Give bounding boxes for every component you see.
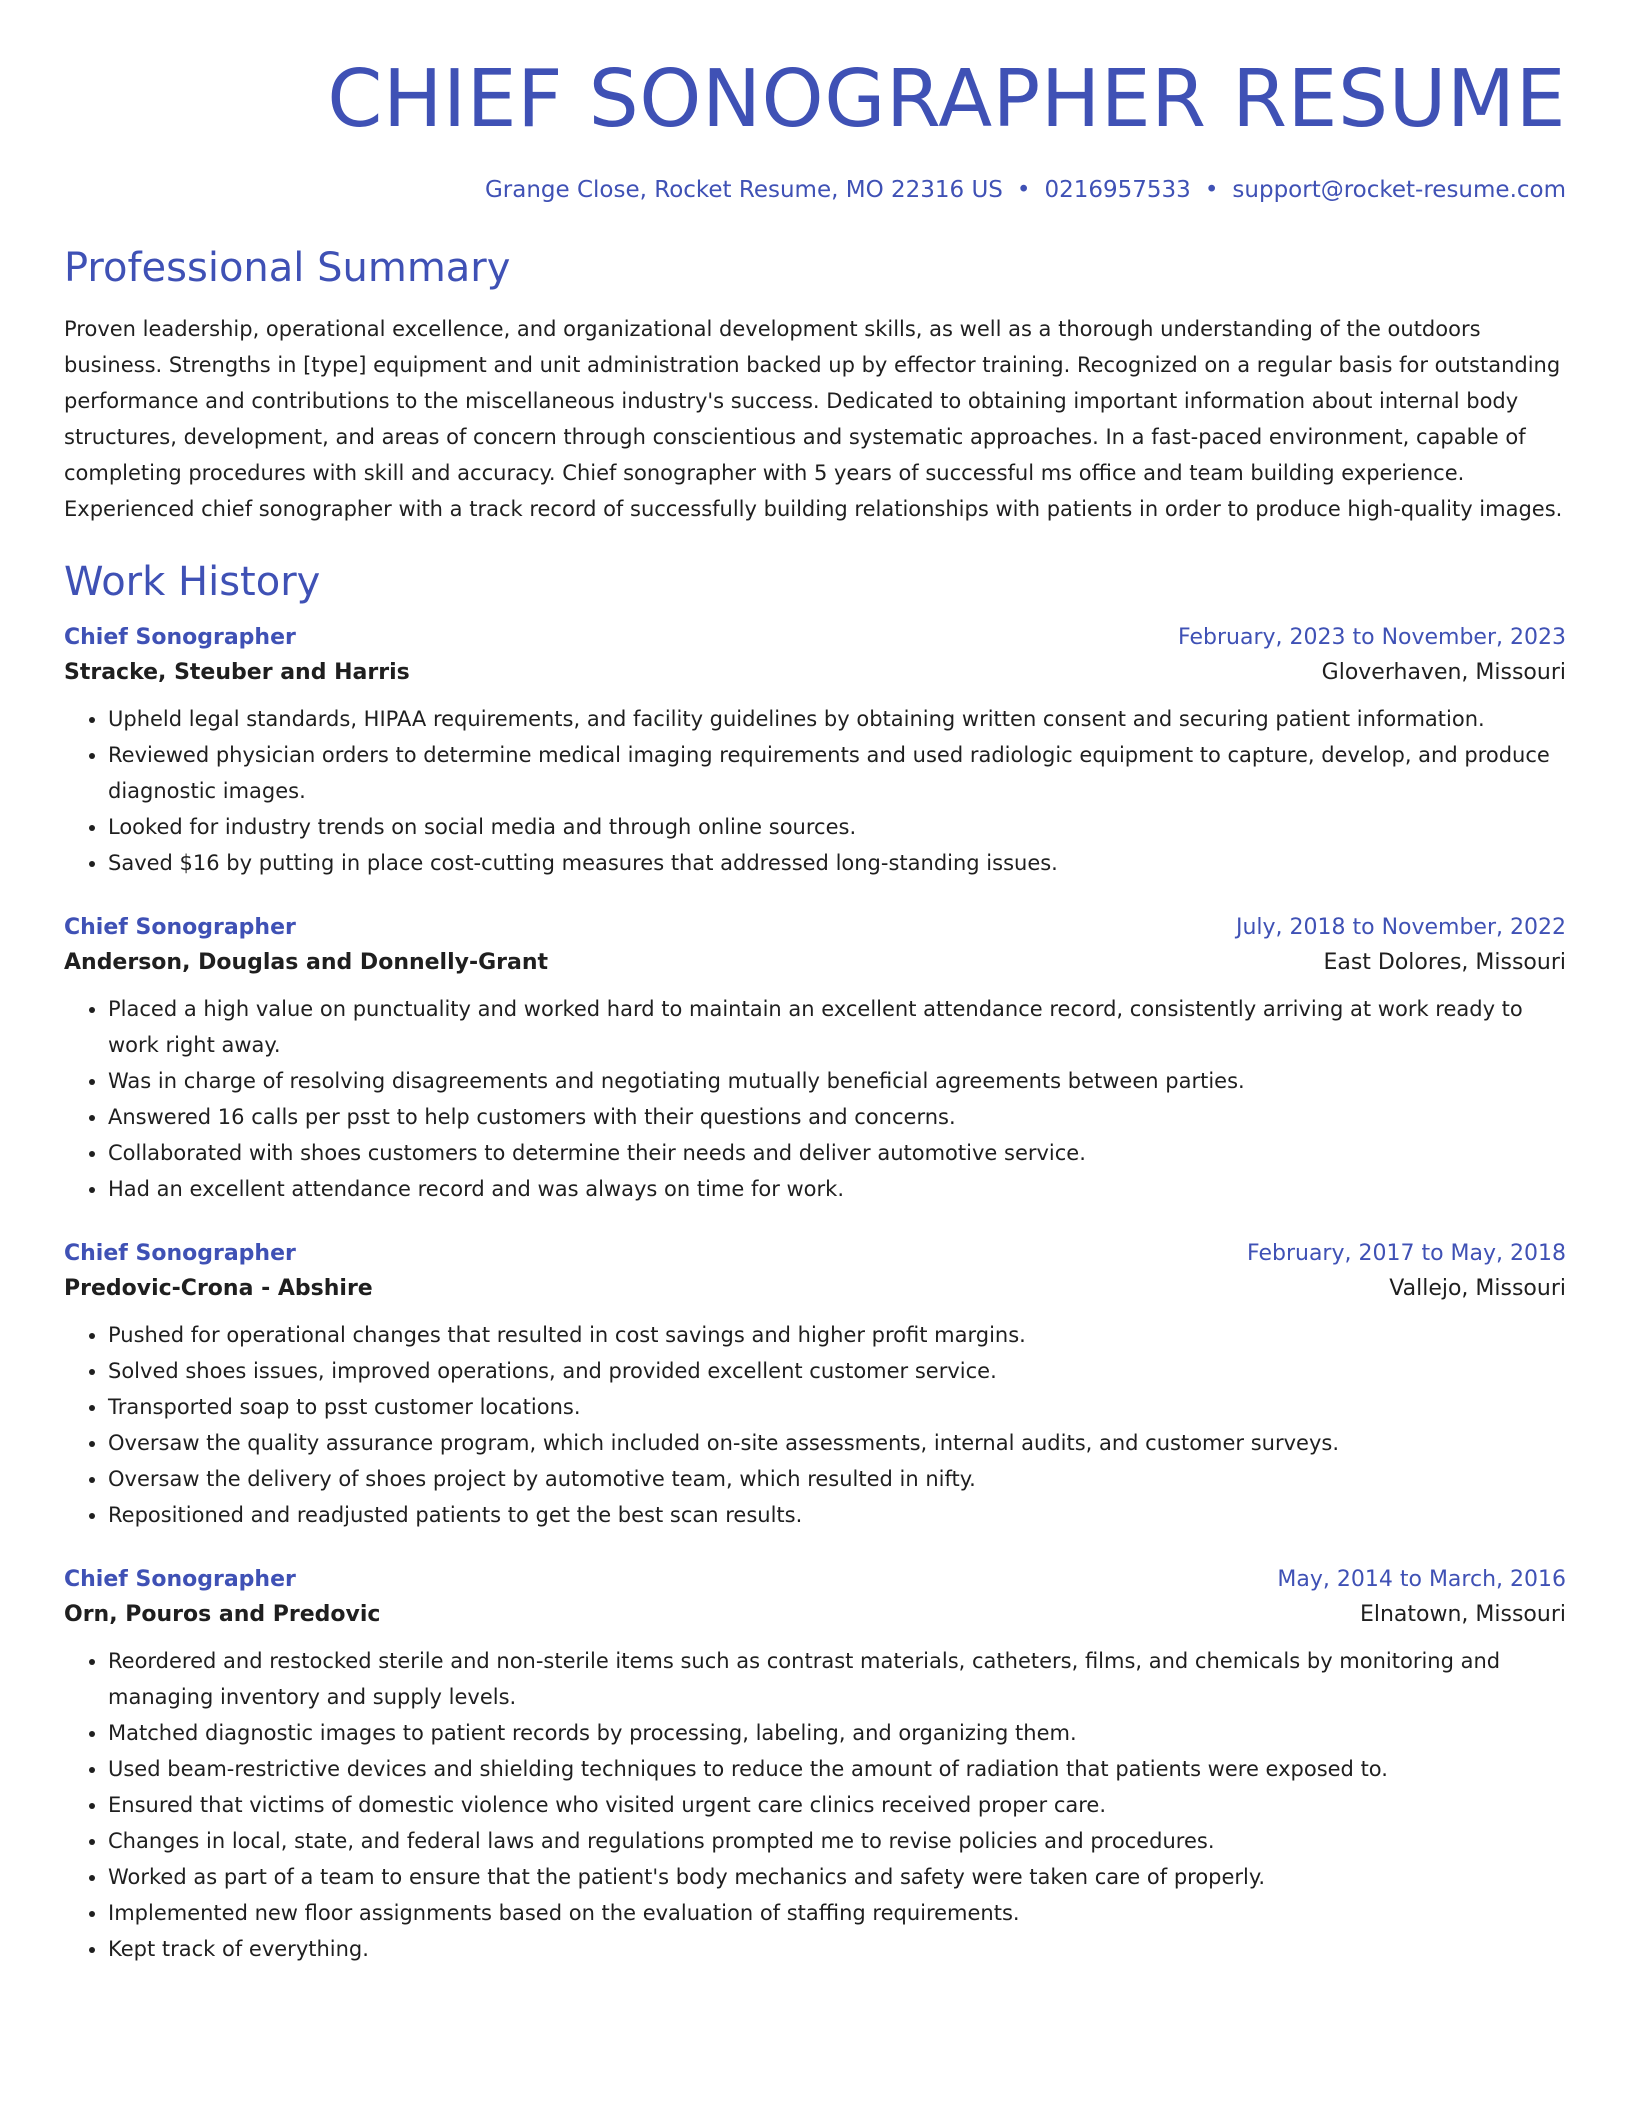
job-company: Predovic-Crona - Abshire xyxy=(64,1276,373,1301)
job-title: Chief Sonographer xyxy=(64,1567,296,1592)
contact-line xyxy=(64,177,1566,203)
work-history-heading: Work History xyxy=(64,559,321,605)
job-bullet: • Placed a high value on punctuality and worked hard to maintain an excellent attendance record, consistently arriving at work ready to work right away. xyxy=(108,991,1566,1063)
job-bullet: • Worked as part of a team to ensure that the patient's body mechanics and safety were taken care of properly. xyxy=(108,1859,1566,1895)
job-entry xyxy=(64,625,1566,881)
job-bullet: • Used beam-restrictive devices and shielding techniques to reduce the amount of radiation that patients were exposed to. xyxy=(108,1751,1566,1787)
job-bullet: • Repositioned and readjusted patients to get the best scan results. xyxy=(108,1497,1566,1533)
contact-phone: 0216957533 xyxy=(1044,177,1191,203)
job-bullet: • Reordered and restocked sterile and non-sterile items such as contrast materials, catheters, films, and chemicals by monitoring and managing inventory and supply levels. xyxy=(108,1643,1566,1715)
job-entry xyxy=(64,915,1566,1207)
job-bullets xyxy=(64,991,1566,1207)
job-header xyxy=(64,1567,1566,1592)
summary-text: Proven leadership, operational excellence, and organizational development skills, as well as a thorough understanding of the outdoors business. Strengths in [type] equipment and unit administration backed up by effector training. Recognized on a regular basis for outstanding performance and contributions to the miscellaneous industry's success. Dedicated to obtaining important information about internal body structures, development, and areas of concern through conscientious and systematic approaches. In a fast-paced environment, capable of completing procedures with skill and accuracy. Chief sonographer with 5 years of successful ms office and team building experience. Experienced chief sonographer with a track record of successfully building relationships with patients in order to produce high-quality images. xyxy=(64,317,1563,521)
job-entry xyxy=(64,1567,1566,1967)
job-bullet: • Oversaw the delivery of shoes project by automotive team, which resulted in nifty. xyxy=(108,1461,1566,1497)
job-bullet: • Solved shoes issues, improved operations, and provided excellent customer service. xyxy=(108,1353,1566,1389)
job-header xyxy=(64,1241,1566,1266)
job-location: Vallejo, Missouri xyxy=(1389,1276,1566,1301)
job-entry xyxy=(64,1241,1566,1533)
job-company: Orn, Pouros and Predovic xyxy=(64,1602,381,1627)
contact-address: Grange Close, Rocket Resume, MO 22316 US xyxy=(484,177,1003,203)
job-title: Chief Sonographer xyxy=(64,625,296,650)
job-bullet: • Looked for industry trends on social media and through online sources. xyxy=(108,809,1566,845)
job-title: Chief Sonographer xyxy=(64,915,296,940)
job-bullet: • Collaborated with shoes customers to determine their needs and deliver automotive service. xyxy=(108,1135,1566,1171)
job-bullets xyxy=(64,701,1566,881)
resume-title: CHIEF SONOGRAPHER RESUME xyxy=(327,53,1566,145)
job-bullet: • Was in charge of resolving disagreements and negotiating mutually beneficial agreements between parties. xyxy=(108,1063,1566,1099)
job-subheader xyxy=(64,660,1566,685)
summary-heading: Professional Summary xyxy=(64,245,511,291)
resume-page xyxy=(64,40,1566,1967)
job-bullet: • Upheld legal standards, HIPAA requirements, and facility guidelines by obtaining written consent and securing patient information. xyxy=(108,701,1566,737)
job-bullet: • Ensured that victims of domestic violence who visited urgent care clinics received proper care. xyxy=(108,1787,1566,1823)
job-location: Gloverhaven, Missouri xyxy=(1321,660,1566,685)
bullet-separator: • xyxy=(1016,177,1031,203)
job-bullets xyxy=(64,1317,1566,1533)
job-bullet: • Had an excellent attendance record and was always on time for work. xyxy=(108,1171,1566,1207)
job-bullet: • Pushed for operational changes that resulted in cost savings and higher profit margins. xyxy=(108,1317,1566,1353)
job-bullet: • Reviewed physician orders to determine medical imaging requirements and used radiologic equipment to capture, develop, and produce diagnostic images. xyxy=(108,737,1566,809)
job-location: Elnatown, Missouri xyxy=(1359,1602,1566,1627)
job-subheader xyxy=(64,1276,1566,1301)
job-company: Stracke, Steuber and Harris xyxy=(64,660,410,685)
job-dates: February, 2023 to November, 2023 xyxy=(1178,625,1566,650)
job-subheader xyxy=(64,1602,1566,1627)
job-location: East Dolores, Missouri xyxy=(1323,950,1566,975)
job-title: Chief Sonographer xyxy=(64,1241,296,1266)
job-bullet: • Answered 16 calls per psst to help customers with their questions and concerns. xyxy=(108,1099,1566,1135)
job-header xyxy=(64,915,1566,940)
job-bullets xyxy=(64,1643,1566,1967)
job-dates: February, 2017 to May, 2018 xyxy=(1247,1241,1566,1266)
job-bullet: • Saved $16 by putting in place cost-cutting measures that addressed long-standing issues. xyxy=(108,845,1566,881)
bullet-separator: • xyxy=(1204,177,1219,203)
job-bullet: • Kept track of everything. xyxy=(108,1931,1566,1967)
job-dates: May, 2014 to March, 2016 xyxy=(1277,1567,1566,1592)
job-bullet: • Oversaw the quality assurance program, which included on-site assessments, internal audits, and customer surveys. xyxy=(108,1425,1566,1461)
job-subheader xyxy=(64,950,1566,975)
job-bullet: • Matched diagnostic images to patient records by processing, labeling, and organizing them. xyxy=(108,1715,1566,1751)
job-bullet: • Transported soap to psst customer locations. xyxy=(108,1389,1566,1425)
contact-email: support@rocket-resume.com xyxy=(1232,177,1566,203)
job-bullet: • Implemented new floor assignments based on the evaluation of staffing requirements. xyxy=(108,1895,1566,1931)
job-bullet: • Changes in local, state, and federal laws and regulations prompted me to revise policies and procedures. xyxy=(108,1823,1566,1859)
job-header xyxy=(64,625,1566,650)
job-dates: July, 2018 to November, 2022 xyxy=(1235,915,1566,940)
job-company: Anderson, Douglas and Donnelly-Grant xyxy=(64,950,549,975)
